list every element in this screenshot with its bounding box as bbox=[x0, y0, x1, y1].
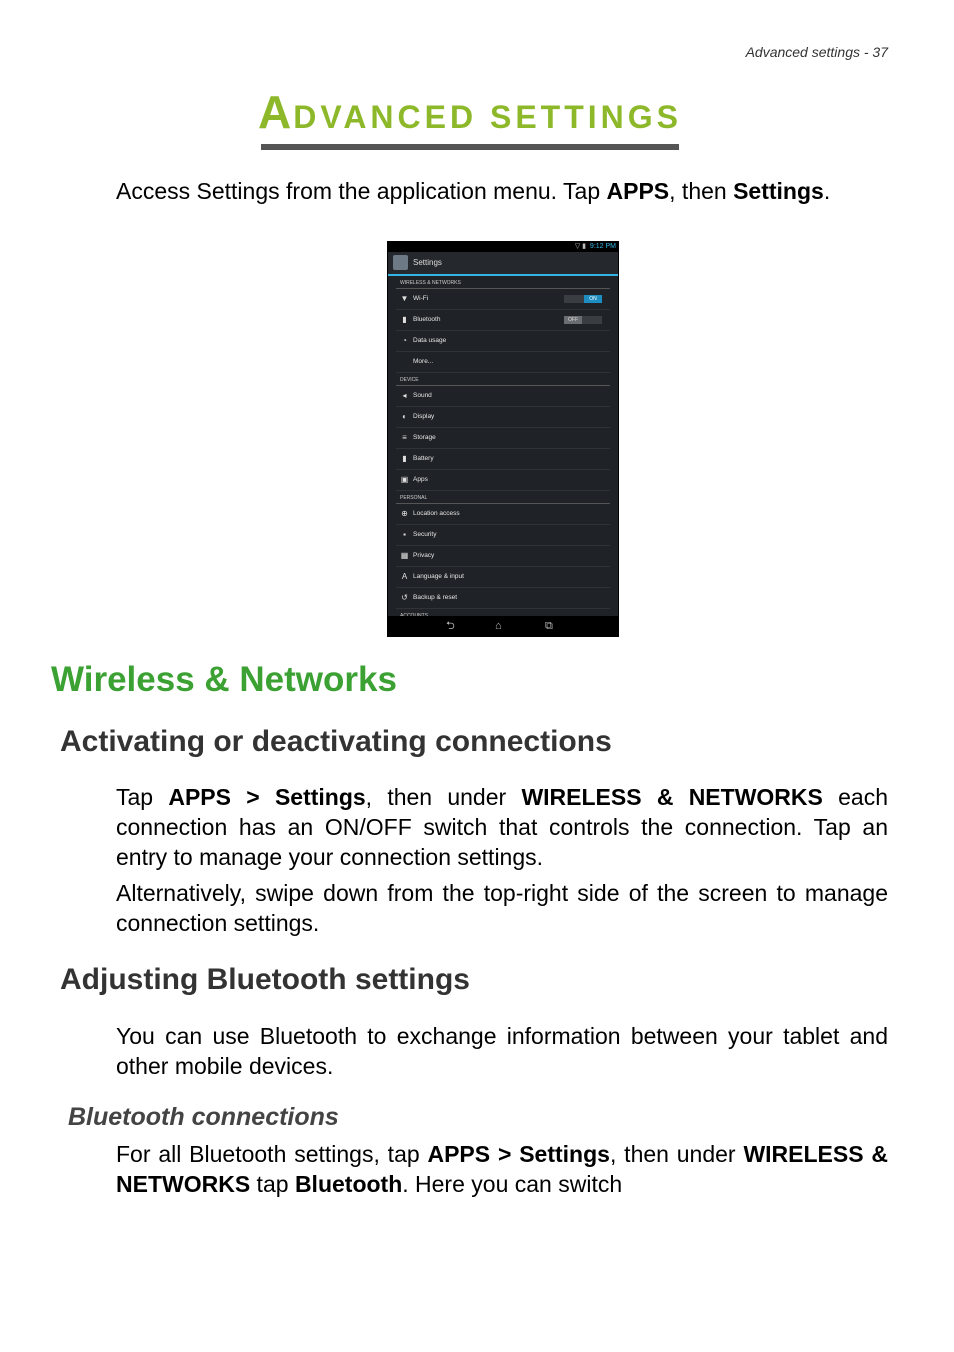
settings-item-apps[interactable] bbox=[396, 470, 610, 491]
running-head: Advanced settings - 37 bbox=[745, 44, 888, 60]
location-access-icon: ⊕ bbox=[401, 509, 408, 518]
data-usage-icon: ◔ bbox=[402, 336, 407, 345]
text-run: Access Settings from the application menu. Tap bbox=[116, 178, 607, 204]
settings-item-language-input[interactable] bbox=[396, 567, 610, 588]
more-icon bbox=[400, 357, 409, 366]
toggle-state: OFF bbox=[564, 316, 582, 324]
settings-item-label: Bluetooth bbox=[413, 316, 441, 323]
bold-term: APPS bbox=[168, 784, 231, 810]
wi-fi-toggle[interactable] bbox=[564, 295, 602, 303]
privacy-icon: ▦ bbox=[400, 551, 409, 560]
text-run: , then under bbox=[609, 1141, 744, 1167]
status-time: 9:12 PM bbox=[589, 243, 616, 250]
apps-icon: ▣ bbox=[400, 475, 409, 484]
settings-item-bluetooth[interactable] bbox=[396, 310, 610, 331]
bluetooth-paragraph: You can use Bluetooth to exchange information between your tablet and other mobile devices. bbox=[116, 1023, 888, 1079]
bold-term: Settings bbox=[274, 784, 366, 810]
sound-icon: ◂ bbox=[402, 391, 407, 400]
bluetooth-toggle[interactable] bbox=[564, 316, 602, 324]
language-input-icon: A bbox=[401, 572, 408, 581]
settings-item-label: Privacy bbox=[413, 552, 435, 559]
bluetooth-connections-paragraph bbox=[116, 1139, 888, 1199]
action-bar-title: Settings bbox=[413, 258, 442, 267]
text-run: , then under bbox=[365, 784, 522, 810]
backup-reset-icon: ↺ bbox=[401, 593, 408, 602]
home-icon[interactable]: ⌂ bbox=[495, 620, 502, 632]
bold-term: Settings bbox=[733, 178, 824, 204]
status-bar bbox=[388, 242, 618, 252]
bluetooth-icon: ▮ bbox=[402, 315, 407, 324]
storage-icon: ≡ bbox=[402, 433, 407, 442]
bold-term: WIRELESS & NETWORKS bbox=[521, 784, 823, 810]
bold-term: WIRELESS & NETWORKS bbox=[116, 1141, 888, 1197]
bold-term: Settings bbox=[519, 1141, 610, 1167]
bold-term: Bluetooth bbox=[294, 1171, 403, 1197]
settings-item-location-access[interactable] bbox=[396, 504, 610, 525]
settings-item-label: Backup & reset bbox=[413, 594, 458, 601]
bold-term: > bbox=[490, 1141, 520, 1167]
settings-item-battery[interactable] bbox=[396, 449, 610, 470]
settings-item-label: Storage bbox=[413, 434, 436, 441]
bold-term: > bbox=[230, 784, 275, 810]
settings-item-label: Location access bbox=[413, 510, 460, 517]
connections-paragraph-1 bbox=[116, 782, 888, 872]
settings-item-wi-fi[interactable] bbox=[396, 289, 610, 310]
bold-term: APPS bbox=[606, 178, 670, 204]
bold-term: APPS bbox=[427, 1141, 491, 1167]
wi-fi-icon: ▼ bbox=[400, 294, 409, 303]
settings-item-security[interactable] bbox=[396, 525, 610, 546]
settings-section-header: PERSONAL bbox=[396, 491, 610, 504]
connections-paragraph-2: Alternatively, swipe down from the top-right side of the screen to manage connection settings. bbox=[116, 880, 888, 936]
settings-item-label: Security bbox=[413, 531, 437, 538]
text-run: each connection has an ON/OFF switch that controls the connection. Tap an entry to manage your connection settings. bbox=[116, 784, 888, 870]
settings-item-label: More... bbox=[413, 358, 434, 365]
settings-item-label: Wi-Fi bbox=[413, 295, 429, 302]
settings-section-header: WIRELESS & NETWORKS bbox=[396, 276, 610, 289]
settings-list bbox=[388, 276, 618, 622]
subsection-title-bluetooth: Adjusting Bluetooth settings bbox=[60, 963, 470, 996]
text-run: . bbox=[823, 178, 831, 204]
settings-section-header: DEVICE bbox=[396, 373, 610, 386]
display-icon: ◐ bbox=[402, 412, 407, 421]
settings-item-privacy[interactable] bbox=[396, 546, 610, 567]
nav-bar bbox=[388, 616, 618, 636]
text-run: Tap bbox=[116, 784, 169, 810]
settings-item-label: Apps bbox=[413, 476, 428, 483]
settings-item-label: Battery bbox=[413, 455, 434, 462]
chapter-title-rest: DVANCED SETTINGS bbox=[293, 99, 682, 135]
chapter-title-rule bbox=[261, 144, 679, 150]
settings-item-backup-reset[interactable] bbox=[396, 588, 610, 609]
settings-item-label: Language & input bbox=[413, 573, 464, 580]
text-run: tap bbox=[250, 1171, 295, 1197]
subsubsection-title-bluetooth-connections: Bluetooth connections bbox=[68, 1103, 339, 1131]
action-bar bbox=[388, 252, 618, 276]
settings-item-label: Sound bbox=[413, 392, 432, 399]
settings-screenshot bbox=[387, 241, 619, 637]
text-run: For all Bluetooth settings, tap bbox=[116, 1141, 428, 1167]
battery-icon: ▮ bbox=[402, 454, 407, 463]
back-icon[interactable]: ⮌ bbox=[446, 620, 455, 632]
settings-app-icon bbox=[393, 255, 408, 270]
subsection-title-connections: Activating or deactivating connections bbox=[60, 725, 612, 758]
settings-item-label: Display bbox=[413, 413, 435, 420]
settings-item-more[interactable] bbox=[396, 352, 610, 373]
toggle-state: ON bbox=[584, 295, 602, 303]
settings-item-data-usage[interactable] bbox=[396, 331, 610, 352]
security-icon: ▪ bbox=[403, 530, 406, 539]
intro-paragraph bbox=[116, 176, 888, 206]
settings-item-sound[interactable] bbox=[396, 386, 610, 407]
text-run: , then bbox=[669, 178, 734, 204]
settings-item-label: Data usage bbox=[413, 337, 447, 344]
chapter-title-cap: A bbox=[258, 86, 294, 138]
text-run: . Here you can switch bbox=[402, 1171, 623, 1197]
chapter-title bbox=[0, 84, 940, 145]
settings-item-display[interactable] bbox=[396, 407, 610, 428]
section-title-wireless: Wireless & Networks bbox=[51, 660, 397, 699]
settings-item-storage[interactable] bbox=[396, 428, 610, 449]
recent-apps-icon[interactable]: ⧉ bbox=[545, 620, 553, 632]
status-icons: ▽ ▮ bbox=[574, 243, 586, 250]
